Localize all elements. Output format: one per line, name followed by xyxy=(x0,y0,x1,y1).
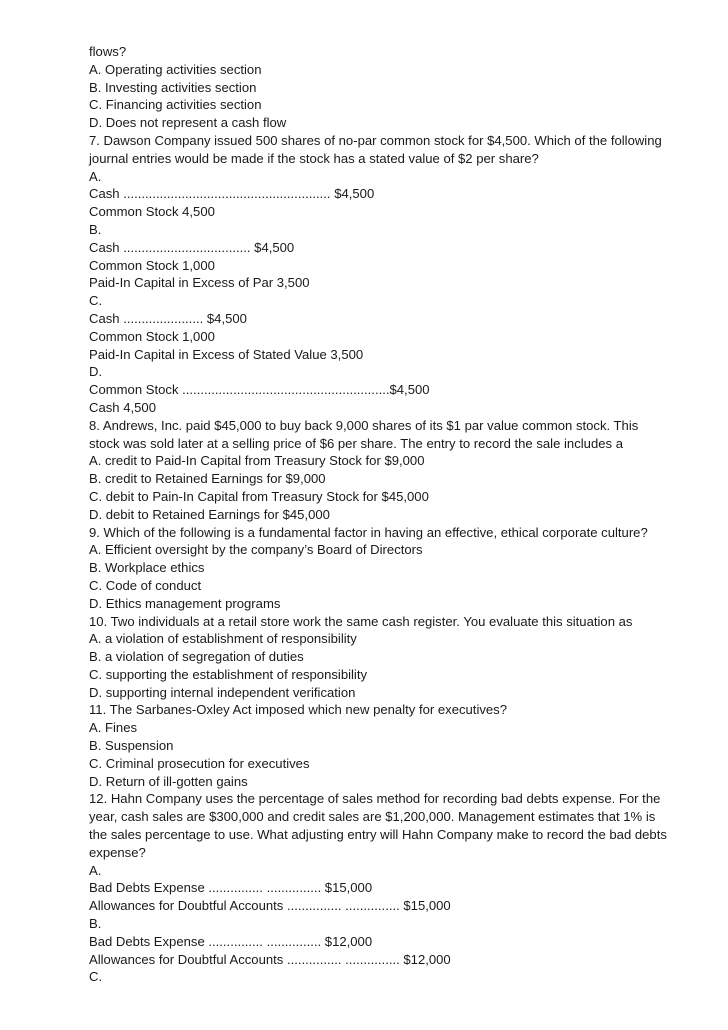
text-line: Cash ................................... $4,500 xyxy=(89,239,295,255)
text-line: the sales percentage to use. What adjusting entry will Hahn Company make to record the bad debts xyxy=(89,827,667,843)
text-line: year, cash sales are $300,000 and credit sales are $1,200,000. Management estimates that 1% is xyxy=(89,809,656,825)
text-line: stock was sold later at a selling price of $6 per share. The entry to record the sale includes a xyxy=(89,435,623,451)
text-line: flows? xyxy=(89,44,127,59)
text-line: A. credit to Paid-In Capital from Treasury Stock for $9,000 xyxy=(89,453,425,469)
text-line: A. Operating activities section xyxy=(89,61,262,77)
text-line: D. Ethics management programs xyxy=(89,595,281,611)
text-line: B. a violation of segregation of duties xyxy=(89,649,304,665)
text-line: 10. Two individuals at a retail store work the same cash register. You evaluate this situation as xyxy=(89,613,633,629)
text-line: Cash ......................................................... $4,500 xyxy=(89,186,375,202)
text-line: 9. Which of the following is a fundamental factor in having an effective, ethical corporate culture? xyxy=(89,524,648,540)
text-line: B. xyxy=(89,916,102,932)
text-line: A. Fines xyxy=(89,720,138,736)
text-line: 12. Hahn Company uses the percentage of sales method for recording bad debts expense. For the xyxy=(89,791,661,807)
text-line: C. supporting the establishment of responsibility xyxy=(89,666,368,682)
text-line: C. Criminal prosecution for executives xyxy=(89,755,310,771)
text-line: Paid-In Capital in Excess of Stated Value 3,500 xyxy=(89,346,364,362)
text-line: Common Stock 1,000 xyxy=(89,257,215,273)
text-line: expense? xyxy=(89,844,146,860)
text-line: D. Return of ill-gotten gains xyxy=(89,773,248,789)
text-line: Allowances for Doubtful Accounts ............... ............... $12,000 xyxy=(89,951,451,967)
text-line: C. xyxy=(89,293,103,309)
text-line: B. Suspension xyxy=(89,738,174,754)
text-line: Bad Debts Expense ............... ............... $15,000 xyxy=(89,880,373,896)
text-line: 11. The Sarbanes-Oxley Act imposed which new penalty for executives? xyxy=(89,702,508,718)
text-line: A. a violation of establishment of responsibility xyxy=(89,631,357,647)
text-line: 8. Andrews, Inc. paid $45,000 to buy back 9,000 shares of its $1 par value common stock. This xyxy=(89,417,639,433)
text-line: Common Stock 4,500 xyxy=(89,204,215,220)
text-line: B. Workplace ethics xyxy=(89,560,205,576)
text-line: C. Code of conduct xyxy=(89,577,202,593)
text-line: B. xyxy=(89,221,102,237)
text-line: A. Efficient oversight by the company’s Board of Directors xyxy=(89,542,423,558)
text-line: Cash ...................... $4,500 xyxy=(89,310,247,326)
text-line: Cash 4,500 xyxy=(89,399,156,415)
text-line: 7. Dawson Company issued 500 shares of no-par common stock for $4,500. Which of the following xyxy=(89,132,662,148)
text-line: B. Investing activities section xyxy=(89,79,257,95)
text-line: D. debit to Retained Earnings for $45,000 xyxy=(89,506,330,522)
text-line: Common Stock .........................................................$4,500 xyxy=(89,382,430,398)
text-line: C. Financing activities section xyxy=(89,97,262,113)
text-line: C. debit to Pain-In Capital from Treasury Stock for $45,000 xyxy=(89,488,429,504)
text-line: A. xyxy=(89,168,102,184)
text-line: Bad Debts Expense ............... ............... $12,000 xyxy=(89,933,373,949)
text-line: D. xyxy=(89,364,103,380)
text-line: Paid-In Capital in Excess of Par 3,500 xyxy=(89,275,310,291)
text-line: A. xyxy=(89,862,102,878)
document-page xyxy=(89,43,689,986)
text-line: D. supporting internal independent verification xyxy=(89,684,356,700)
text-line: Allowances for Doubtful Accounts ............... ............... $15,000 xyxy=(89,898,451,914)
text-line: C. xyxy=(89,969,103,985)
text-line: B. credit to Retained Earnings for $9,000 xyxy=(89,471,326,487)
text-line: Common Stock 1,000 xyxy=(89,328,215,344)
text-line: D. Does not represent a cash flow xyxy=(89,115,287,131)
text-line: journal entries would be made if the stock has a stated value of $2 per share? xyxy=(89,150,539,166)
